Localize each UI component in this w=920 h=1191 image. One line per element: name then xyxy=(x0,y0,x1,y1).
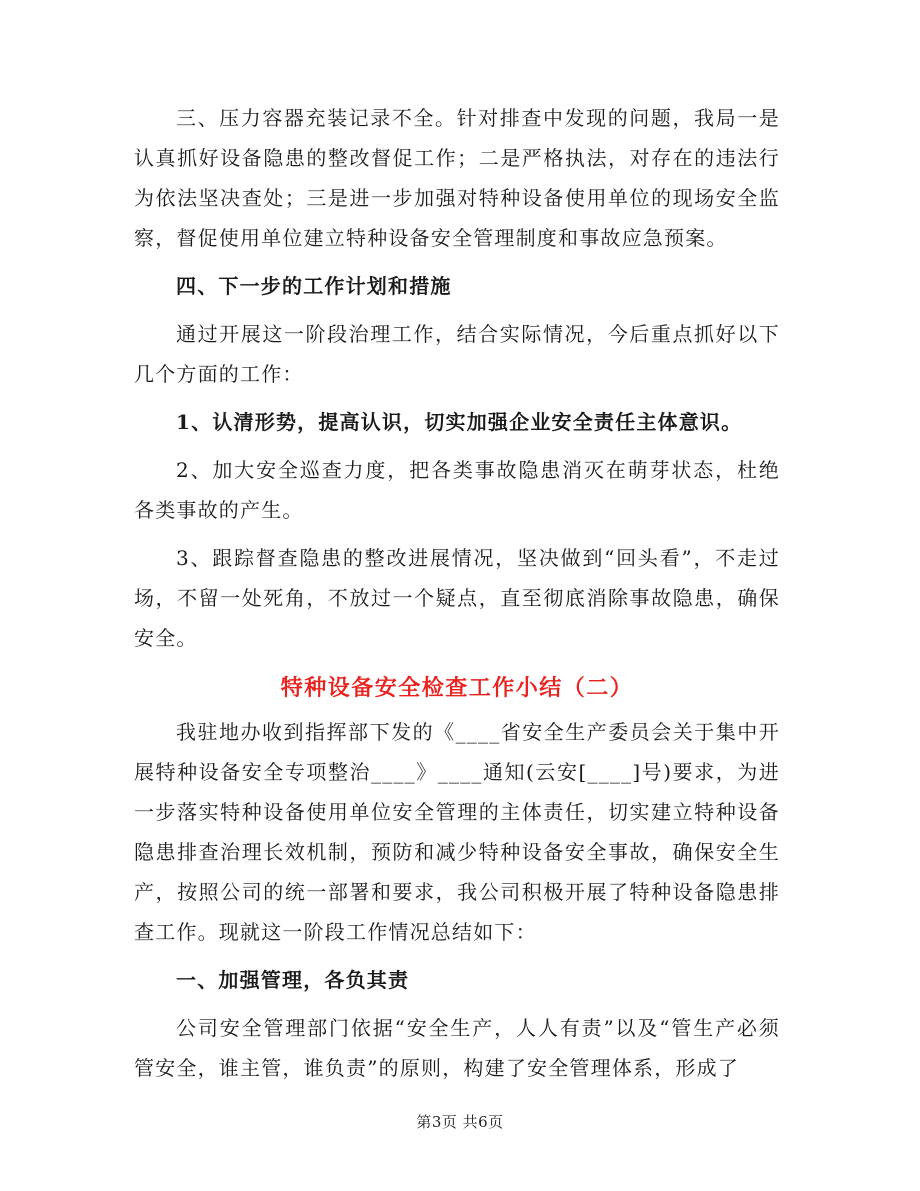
page-content xyxy=(134,98,780,1088)
section-title: 特种设备安全检查工作小结（二） xyxy=(280,675,634,701)
heading-next-steps: 四、下一步的工作计划和措施 xyxy=(176,274,452,298)
heading-strengthen-management: 一、加强管理，各负其责 xyxy=(176,968,410,992)
paragraph-pressure-vessel: 三、压力容器充装记录不全。针对排查中发现的问题，我局一是认真抓好设备隐患的整改督促工作；二是严格执法，对存在的违法行为依法坚决查处；三是进一步加强对特种设备使用单位的现场安全监察，督促使用单位建立特种设备安全管理制度和事故应急预案。 xyxy=(134,106,780,250)
list-item-1: 1、认清形势，提高认识，切实加强企业安全责任主体意识。 xyxy=(176,410,743,434)
paragraph-work-intro: 通过开展这一阶段治理工作，结合实际情况，今后重点抓好以下几个方面的工作： xyxy=(134,322,780,386)
paragraph-safety-department: 公司安全管理部门依据“安全生产，人人有责”以及“管生产必须管安全，谁主管，谁负责”的原则，构建了安全管理体系，形成了 xyxy=(134,1016,780,1080)
list-item-2: 2、加大安全巡查力度，把各类事故隐患消灭在萌芽状态，杜绝各类事故的产生。 xyxy=(134,458,780,522)
paragraph-notice-received: 我驻地办收到指挥部下发的《____省安全生产委员会关于集中开展特种设备安全专项整治____》____通知(云安[____]号)要求，为进一步落实特种设备使用单位安全管理的主体责任，切实建立特种设备隐患排查治理长效机制，预防和减少特种设备安全事故，确保安全生产，按照公司的统一部署和要求，我公司积极开展了特种设备隐患排查工作。现就这一阶段工作情况总结如下： xyxy=(134,720,780,944)
page-number-footer: 第3页 共6页 xyxy=(416,1113,504,1131)
list-item-3: 3、跟踪督查隐患的整改进展情况，坚决做到“回头看”，不走过场，不留一处死角，不放过一个疑点，直至彻底消除事故隐患，确保安全。 xyxy=(134,546,780,650)
